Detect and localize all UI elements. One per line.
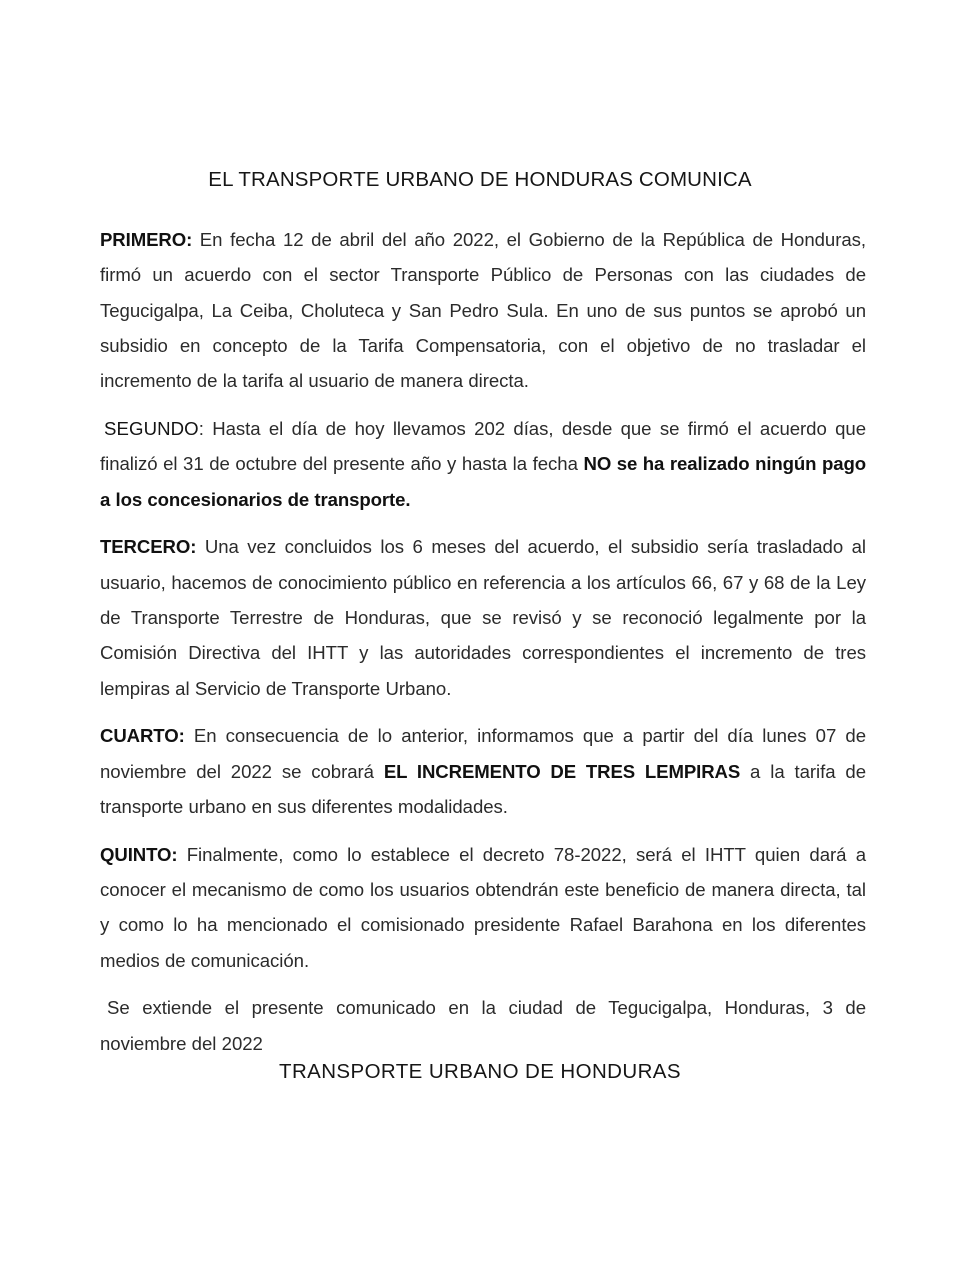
paragraph-quinto (100, 837, 866, 978)
paragraph-lead-tercero: TERCERO: (100, 536, 197, 558)
paragraph-text-quinto: Finalmente, como lo establece el decreto 78-2022, será el IHTT quien dará a conocer el mecanismo de como los usuarios obtendrán este beneficio de manera directa, tal y como lo ha mencionado el comisionado presidente Rafael Barahona en los diferentes medios de comunicación. (100, 843, 866, 971)
paragraph-lead-cuarto: CUARTO: (100, 725, 185, 747)
paragraph-text-cuarto-before: En consecuencia de lo anterior, informamos que a partir del día lunes 07 de noviembre del 2022 se cobrará (100, 725, 866, 782)
paragraph-primero (100, 222, 866, 398)
paragraph-text-cierre: Se extiende el presente comunicado en la ciudad de Tegucigalpa, Honduras, 3 de noviembre del 2022 (100, 997, 866, 1054)
paragraph-text-primero: En fecha 12 de abril del año 2022, el Gobierno de la República de Honduras, firmó un acuerdo con el sector Transporte Público de Personas con las ciudades de Tegucigalpa, La Ceiba, Choluteca y San Pedro Sula. En uno de sus puntos se aprobó un subsidio en concepto de la Tarifa Compensatoria, con el objetivo de no trasladar el incremento de la tarifa al usuario de manera directa. (100, 229, 866, 392)
paragraph-tercero (100, 529, 866, 705)
paragraph-lead-primero: PRIMERO: (100, 229, 193, 250)
paragraph-lead-quinto: QUINTO: (100, 843, 178, 865)
document-signature: TRANSPORTE URBANO DE HONDURAS (279, 1060, 681, 1083)
paragraph-text-cuarto-after: a la tarifa de transporte urbano en sus diferentes modalidades. (100, 760, 866, 817)
paragraph-segundo (100, 411, 866, 517)
page-title: EL TRANSPORTE URBANO DE HONDURAS COMUNICA (208, 167, 752, 191)
paragraph-text-segundo: : Hasta el día de hoy llevamos 202 días, desde que se firmó el acuerdo que finalizó el 31 de octubre del presente año y hasta la fecha (100, 417, 866, 475)
paragraph-cuarto (100, 718, 866, 824)
paragraph-emphasis-segundo: NO se ha realizado ningún pago a los concesionarios de transporte. (100, 453, 867, 510)
paragraph-emphasis-cuarto: EL INCREMENTO DE TRES LEMPIRAS (383, 760, 741, 782)
paragraph-text-tercero: Una vez concluidos los 6 meses del acuerdo, el subsidio sería trasladado al usuario, hacemos de conocimiento público en referencia a los artículos 66, 67 y 68 de la Ley de Transporte Terrestre de Honduras, que se revisó y se reconoció legalmente por la Comisión Directiva del IHTT y las autoridades correspondientes el incremento de tres lempiras al Servicio de Transporte Urbano. (100, 536, 866, 699)
paragraph-cierre (100, 990, 866, 1061)
paragraph-lead-segundo: SEGUNDO (104, 417, 199, 439)
document-body (100, 222, 866, 1061)
